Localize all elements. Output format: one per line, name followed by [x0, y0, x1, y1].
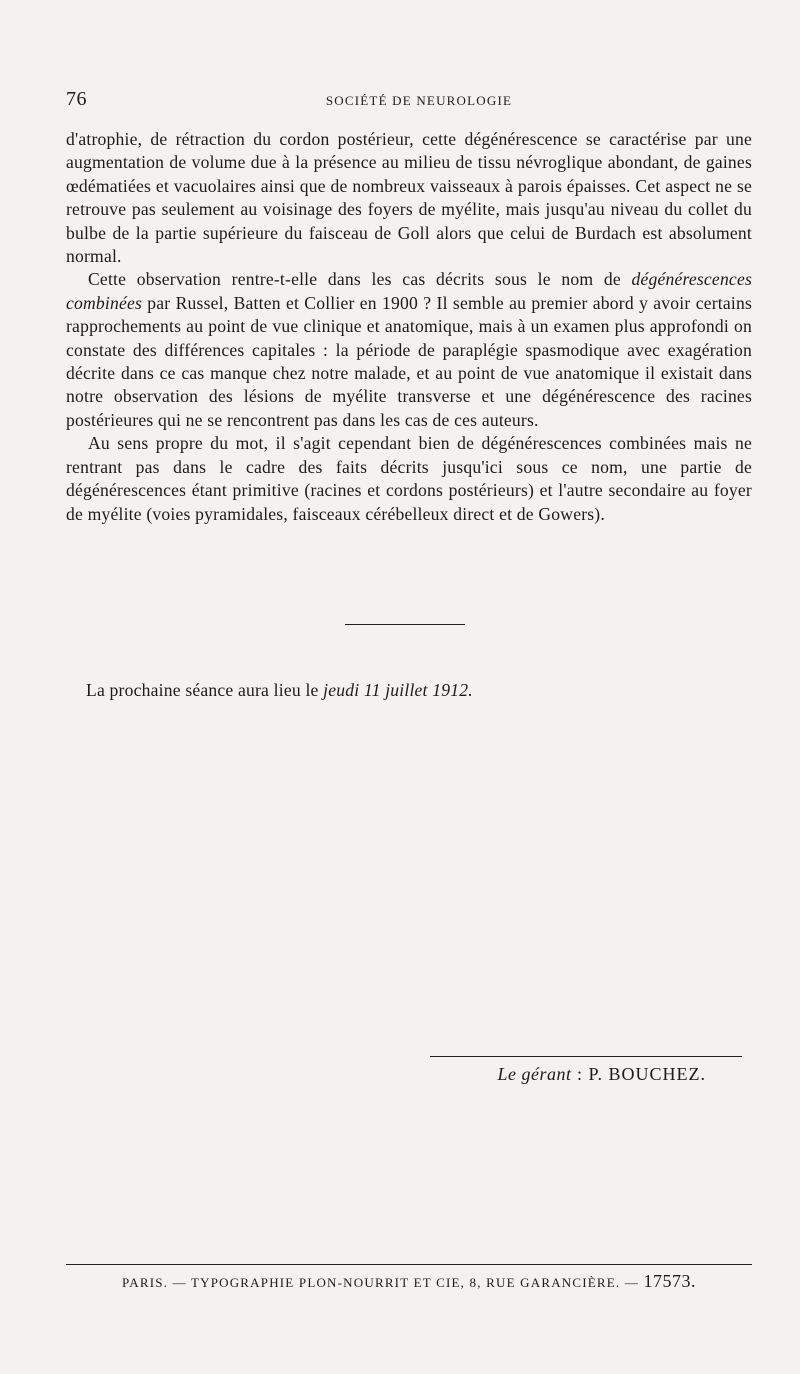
- paragraph-1: d'atrophie, de rétraction du cordon postérieur, cette dégénérescence se caractérise par une augmentation de volume due à la présence au milieu de tissu névroglique abondant, de gaines œdématiées et vacuolaires ainsi que de nombreux vaisseaux à parois épaisses. Cet aspect ne se retrouve pas seulement au voisinage des foyers de myélite, mais jusqu'au niveau du collet du bulbe de la partie supérieure du faisceau de Goll alors que celui de Burdach est absolument normal.: [66, 129, 752, 267]
- signature-separator: :: [571, 1064, 589, 1084]
- page-header: [66, 88, 752, 114]
- signature-rule: [430, 1056, 742, 1057]
- paragraph-2: [66, 268, 752, 432]
- section-divider: [345, 624, 465, 625]
- next-meeting-announcement: [86, 680, 746, 701]
- paragraph-3: Au sens propre du mot, il s'agit cependant bien de dégénérescences combinées mais ne rentrant pas dans le cadre des faits décrits jusqu'ici sous ce nom, une partie de dégénérescences étant primitive (racines et cordons postérieurs) et l'autre secondaire au foyer de myélite (voies pyramidales, faisceaux cérébelleux direct et de Gowers).: [66, 433, 752, 524]
- imprint-text: PARIS. — TYPOGRAPHIE PLON-NOURRIT ET CIE, 8, RUE GARANCIÈRE. —: [122, 1275, 644, 1290]
- printer-imprint: [66, 1271, 752, 1292]
- footer-rule: [66, 1264, 752, 1265]
- imprint-number: 17573.: [643, 1271, 696, 1291]
- page-number: 76: [66, 88, 87, 110]
- announcement-text: La prochaine séance aura lieu le: [86, 680, 324, 700]
- running-head: SOCIÉTÉ DE NEUROLOGIE: [325, 93, 513, 108]
- announcement-date: jeudi 11 juillet 1912.: [323, 680, 473, 700]
- manager-signature: [430, 1064, 706, 1085]
- manager-label: Le gérant: [497, 1064, 572, 1084]
- manager-name: P. BOUCHEZ.: [588, 1064, 706, 1084]
- paragraph-2-italic-term: dégénérescences combinées: [66, 269, 752, 313]
- paragraph-2-start: Cette observation rentre-t-elle dans les cas décrits sous le nom de: [88, 269, 632, 290]
- article-body: [66, 128, 752, 526]
- paragraph-2-end: par Russel, Batten et Collier en 1900 ? Il semble au premier abord y avoir certains rapprochements au point de vue clinique et anatomique, mais à un examen plus approfondi on constate des différences capitales : la période de paraplégie spasmodique avec exagération décrite dans ce cas manque chez notre malade, et au point de vue anatomique il existait dans notre observation des lésions de myélite transverse et une dégénérescence des racines postérieures qui ne se rencontrent pas dans les cas de ces auteurs.: [66, 292, 752, 430]
